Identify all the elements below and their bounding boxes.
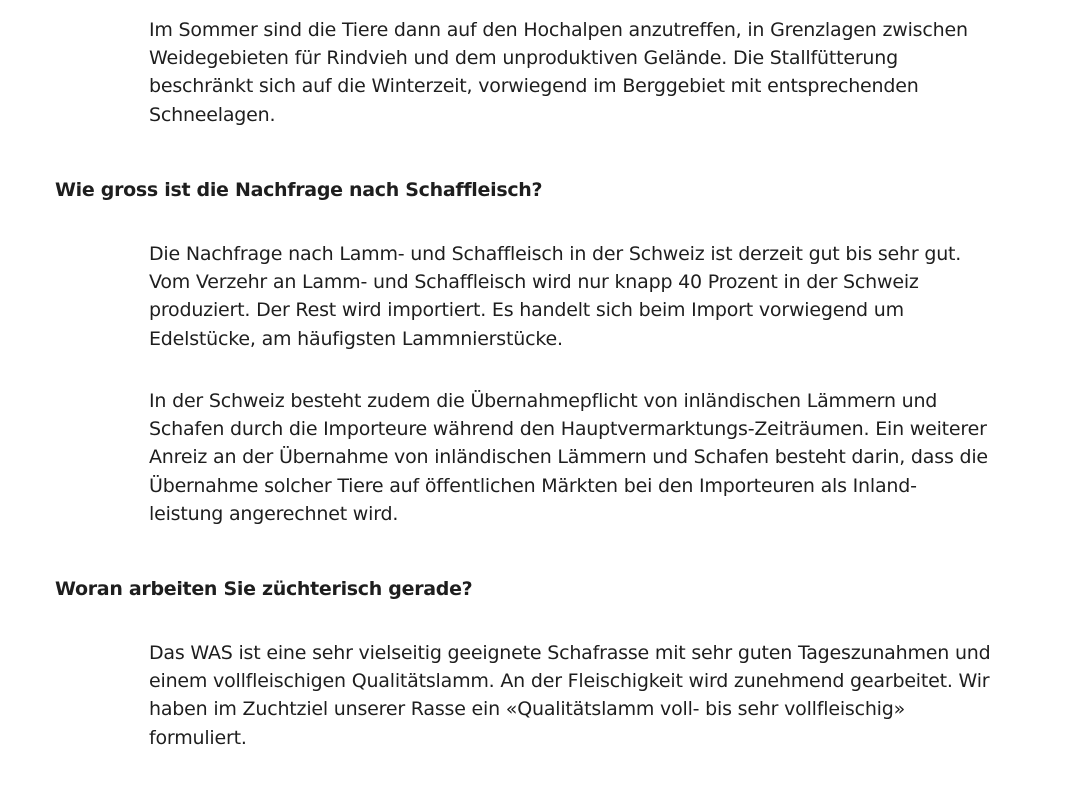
text-line: haben im Zuchtziel unserer Rasse ein «Qualitätslamm voll- bis sehr vollfleischig»	[149, 698, 906, 721]
answer-paragraph-demand-2	[149, 387, 1009, 528]
text-line: Das WAS ist eine sehr vielseitig geeignete Schafrasse mit sehr guten Tageszunahmen und	[149, 642, 991, 664]
text-line: Vom Verzehr an Lamm- und Schaffleisch wird nur knapp 40 Prozent in der Schweiz	[149, 271, 919, 294]
text-line: Weidegebieten für Rindvieh und dem unproduktiven Gelände. Die Stallfütterung	[149, 47, 898, 70]
text-line: Im Sommer sind die Tiere dann auf den Hochalpen anzutreffen, in Grenzlagen zwischen	[149, 19, 968, 41]
intro-paragraph	[149, 16, 1009, 129]
text-line: einem vollfleischigen Qualitätslamm. An der Fleischigkeit wird zunehmend gearbeitet. Wir	[149, 670, 990, 693]
text-line: Die Nachfrage nach Lamm- und Schaffleisch in der Schweiz ist derzeit gut bis sehr gut.	[149, 243, 962, 265]
question-heading-demand: Wie gross ist die Nachfrage nach Schaffleisch?	[55, 179, 543, 201]
text-line: Übernahme solcher Tiere auf öffentlichen Märkten bei den Importeuren als Inland-	[149, 474, 917, 497]
text-line: beschränkt sich auf die Winterzeit, vorwiegend im Berggebiet mit entsprechenden	[149, 75, 919, 98]
text-line: Schafen durch die Importeure während den Hauptvermarktungs-Zeiträumen. Ein weiterer	[149, 418, 987, 441]
answer-paragraph-demand-1	[149, 240, 1009, 353]
text-line: leistung angerechnet wird.	[149, 502, 399, 525]
text-line: In der Schweiz besteht zudem die Übernahmepflicht von inländischen Lämmern und	[149, 390, 938, 412]
text-line: formuliert.	[149, 726, 247, 749]
text-line: Edelstücke, am häufigsten Lammnierstücke.	[149, 327, 563, 350]
text-line: Schneelagen.	[149, 103, 276, 126]
question-heading-breeding: Woran arbeiten Sie züchterisch gerade?	[55, 578, 473, 600]
text-line: produziert. Der Rest wird importiert. Es handelt sich beim Import vorwiegend um	[149, 299, 904, 322]
answer-paragraph-breeding	[149, 639, 1009, 752]
text-line: Anreiz an der Übernahme von inländischen Lämmern und Schafen besteht darin, dass die	[149, 446, 988, 469]
